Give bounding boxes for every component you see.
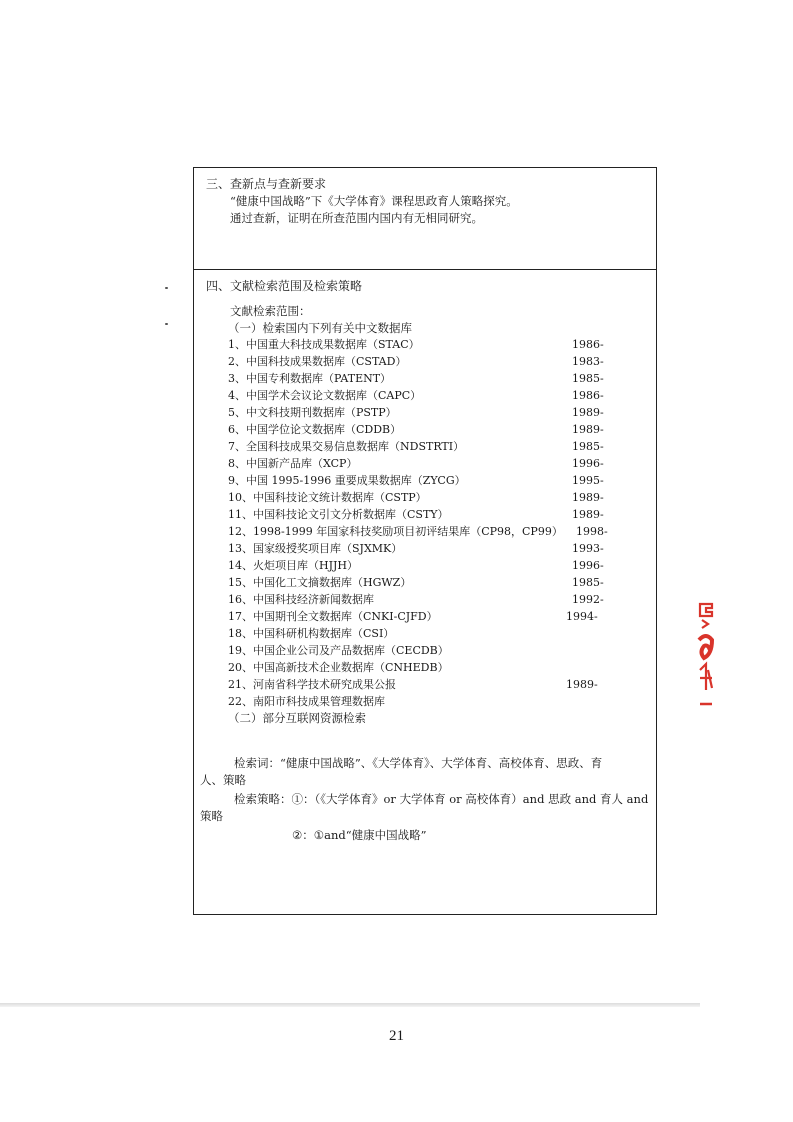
database-year: 1989- [572, 406, 604, 419]
database-name: 17、中国期刊全文数据库（CNKI-CJFD） [228, 610, 438, 623]
database-name: 8、中国新产品库（XCP） [228, 457, 358, 470]
novelty-point-line: “健康中国战略”下《大学体育》课程思政育人策略探究。 [230, 194, 518, 208]
database-name: 22、南阳市科技成果管理数据库 [228, 695, 385, 708]
database-row [228, 370, 608, 387]
database-name: 9、中国 1995-1996 重要成果数据库（ZYCG） [228, 474, 466, 487]
database-name: 4、中国学术会议论文数据库（CAPC） [228, 389, 422, 402]
internet-resources-subheading: （二）部分互联网资源检索 [228, 711, 366, 725]
section-4-heading: 四、文献检索范围及检索策略 [206, 279, 363, 293]
database-row [228, 676, 608, 693]
novelty-requirement-line: 通过查新，证明在所查范围内国内有无相同研究。 [230, 211, 483, 225]
scan-speck [165, 287, 168, 289]
database-year: 1985- [572, 440, 604, 453]
domestic-databases-subheading: （一）检索国内下列有关中文数据库 [228, 321, 412, 335]
database-year: 1986- [572, 389, 604, 402]
database-name: 19、中国企业公司及产品数据库（CECDB） [228, 644, 449, 657]
database-name: 10、中国科技论文统计数据库（CSTP） [228, 491, 427, 504]
scan-speck [165, 323, 168, 325]
database-year: 1989- [572, 508, 604, 521]
section-3-heading: 三、查新点与查新要求 [206, 177, 327, 191]
database-year: 1998- [576, 525, 608, 538]
database-row [228, 574, 608, 591]
database-row [228, 404, 608, 421]
database-row [228, 336, 608, 353]
database-name: 11、中国科技论文引文分析数据库（CSTY） [228, 508, 449, 521]
strategy-line-continued: 策略 [200, 809, 223, 823]
database-name: 3、中国专利数据库（PATENT） [228, 372, 392, 385]
database-year: 1994- [566, 610, 598, 623]
section-novelty-requirements [194, 168, 656, 270]
red-seal-stamp [696, 600, 716, 710]
keywords-line: 检索词：“健康中国战略”、《大学体育》、大学体育、高校体育、思政、育 [234, 756, 603, 770]
database-year: 1995- [572, 474, 604, 487]
database-row [228, 421, 608, 438]
database-row [228, 625, 608, 642]
database-year: 1996- [572, 457, 604, 470]
database-year: 1985- [572, 576, 604, 589]
database-row [228, 523, 608, 540]
strategy-line-second: ②：①and“健康中国战略” [292, 828, 427, 842]
scan-edge [0, 1003, 700, 1007]
search-form-box [193, 167, 657, 915]
database-name: 6、中国学位论文数据库（CDDB） [228, 423, 402, 436]
database-name: 1、中国重大科技成果数据库（STAC） [228, 338, 420, 351]
database-name: 14、火炬项目库（HJJH） [228, 559, 359, 572]
database-year: 1983- [572, 355, 604, 368]
database-row [228, 387, 608, 404]
database-row [228, 353, 608, 370]
database-name: 18、中国科研机构数据库（CSI） [228, 627, 395, 640]
database-row [228, 455, 608, 472]
database-row [228, 608, 608, 625]
database-year: 1993- [572, 542, 604, 555]
database-row [228, 472, 608, 489]
database-name: 7、全国科技成果交易信息数据库（NDSTRTI） [228, 440, 465, 453]
database-name: 20、中国高新技术企业数据库（CNHEDB） [228, 661, 449, 674]
database-row [228, 591, 608, 608]
database-row [228, 557, 608, 574]
strategy-line: 检索策略：①：（《大学体育》or 大学体育 or 高校体育）and 思政 and 育人 and [234, 792, 649, 806]
database-row [228, 438, 608, 455]
database-row [228, 659, 608, 676]
database-name: 13、国家级授奖项目库（SJXMK） [228, 542, 403, 555]
database-name: 2、中国科技成果数据库（CSTAD） [228, 355, 407, 368]
database-name: 16、中国科技经济新闻数据库 [228, 593, 374, 606]
database-row [228, 693, 608, 710]
database-year: 1985- [572, 372, 604, 385]
page-number: 21 [389, 1028, 404, 1044]
section-search-scope [194, 270, 656, 916]
database-row [228, 506, 608, 523]
database-year: 1986- [572, 338, 604, 351]
database-year: 1989- [572, 423, 604, 436]
database-name: 15、中国化工文摘数据库（HGWZ） [228, 576, 412, 589]
scope-label: 文献检索范围： [230, 304, 311, 318]
database-row [228, 489, 608, 506]
database-year: 1992- [572, 593, 604, 606]
database-name: 5、中文科技期刊数据库（PSTP） [228, 406, 397, 419]
database-year: 1989- [566, 678, 598, 691]
database-year: 1996- [572, 559, 604, 572]
database-name: 21、河南省科学技术研究成果公报 [228, 678, 396, 691]
database-year: 1989- [572, 491, 604, 504]
database-name: 12、1998-1999 年国家科技奖励项目初评结果库（CP98，CP99） [228, 525, 563, 538]
keywords-line-continued: 人、策略 [200, 773, 246, 787]
database-row [228, 642, 608, 659]
database-row [228, 540, 608, 557]
